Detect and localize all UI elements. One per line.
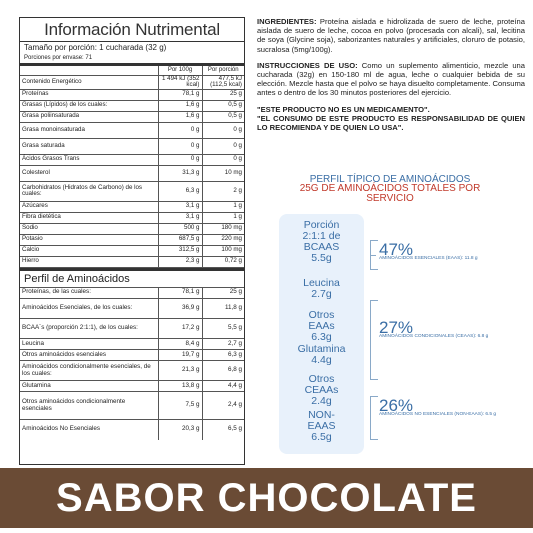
value-per-serving: 0 g (202, 154, 244, 165)
ingredients (257, 17, 525, 54)
amino-row (20, 420, 244, 440)
value-per-serving: 0 g (202, 122, 244, 138)
nutrition-table (20, 66, 244, 268)
amino-row (20, 288, 244, 299)
value-per-100g: 7,5 g (158, 392, 202, 420)
bracket-ceaas (370, 300, 378, 380)
label-ceaas: AMINOÁCIDOS CONDICIONALES (CEAAS): 6.8 g (379, 334, 489, 339)
value-per-100g: 3,1 g (158, 212, 202, 223)
ingredients-label: INGREDIENTES: (257, 17, 317, 26)
nutrient-name: Sodio (20, 223, 158, 234)
col-per-100g: Por 100g (158, 66, 202, 75)
amino-row (20, 350, 244, 361)
amino-name: Otros aminoácidos esenciales (20, 350, 158, 361)
serving-size: Tamaño por porción: 1 cucharada (32 g) (24, 43, 167, 52)
value-per-100g: 1,6 g (158, 111, 202, 122)
label-eaas: AMINOÁCIDOS ESENCIALES (EAAS): 11.8 g (379, 256, 478, 261)
value-per-serving: 0,72 g (202, 256, 244, 267)
nutrient-name: Calcio (20, 245, 158, 256)
nutrient-name: Proteínas (20, 89, 158, 100)
col-per-serving: Por porción (202, 66, 244, 75)
amino-name: Glutamina (20, 381, 158, 392)
nutrient-name: Colesterol (20, 165, 158, 181)
amino-column (279, 214, 364, 454)
column-item-label: Leucina (303, 277, 340, 289)
amino-graphic-subtitle: 25G DE AMINOÁCIDOS TOTALES POR SERVICIO (299, 183, 481, 204)
value-per-100g: 1,6 g (158, 100, 202, 111)
value-per-serving: 10 mg (202, 165, 244, 181)
nutrition-row (20, 181, 244, 201)
column-item-value: 2.7g (311, 288, 332, 300)
column-item-value: 5.5g (311, 252, 332, 264)
value-per-serving: 11,8 g (202, 299, 244, 319)
amino-row (20, 381, 244, 392)
amino-name: Otros aminoácidos condicionalmente esenciales (20, 392, 158, 420)
column-item-other-eaas (279, 310, 364, 343)
amino-profile-heading: Perfil de Aminoácidos (20, 268, 244, 288)
warning-2: "EL CONSUMO DE ESTE PRODUCTO ES RESPONSABILIDAD DE QUIEN LO RECOMIENDA Y DE QUIEN LO USA". (257, 113, 525, 133)
nutrition-row (20, 256, 244, 267)
value-per-100g: 312,5 g (158, 245, 202, 256)
column-item-label: Porción 2:1:1 de BCAAS (302, 219, 341, 253)
bracket-non-eaas (370, 396, 378, 440)
value-per-100g: 19,7 g (158, 350, 202, 361)
value-per-serving: 2,7 g (202, 339, 244, 350)
value-per-100g: 13,8 g (158, 381, 202, 392)
value-per-100g: 36,9 g (158, 299, 202, 319)
column-item-label: Otros CEAAs (304, 373, 339, 396)
instructions-text: Como un suplemento alimenticio, mezcle una cucharada (32g) en 150-180 ml de agua, leche o cualquier bebida de su elección. Mezcle hasta que el polvo se haya disuelto completamente. Consuma antes o dentro de los 30 minutos posteriores del ejercicio. (257, 60, 526, 98)
nutrition-row (20, 165, 244, 181)
pct-ceaas: 27% (379, 318, 414, 337)
value-per-100g: 20,3 g (158, 420, 202, 440)
nutrition-title: Información Nutrimental (20, 18, 244, 42)
ingredients-text: Proteína aislada e hidrolizada de suero de leche, proteína aislada de suero de leche, cocoa en polvo (procesada con alcali), sal, lecitina de soya (Glycine soja), saborizantes naturales y artificiales, cloruro de potasio, sucralosa (5mg/100g). (257, 17, 525, 54)
value-per-serving: 100 mg (202, 245, 244, 256)
nutrient-name: Grasas (Lípidos) de los cuales: (20, 100, 158, 111)
nutrition-row (20, 111, 244, 122)
nutrient-name: Contenido Energético (20, 75, 158, 89)
label-non-eaas: AMINOÁCIDOS NO ESENCIALES (NON-EAAS): 6.5 g (379, 412, 497, 417)
nutrient-name: Grasa monoinsaturada (20, 122, 158, 138)
column-item-other-ceaas (279, 374, 364, 407)
nutrient-name: Fibra dietética (20, 212, 158, 223)
column-item-label: Glutamina (297, 343, 346, 355)
value-per-serving: 6,5 g (202, 420, 244, 440)
column-item-non-eaas (279, 410, 364, 443)
value-per-100g: 500 g (158, 223, 202, 234)
instructions-label: INSTRUCCIONES DE USO: (257, 60, 358, 70)
value-per-100g: 21,3 g (158, 361, 202, 381)
value-per-serving: 220 mg (202, 234, 244, 245)
amino-name: Proteínas, de las cuales: (20, 288, 158, 299)
nutrient-name: Hierro (20, 256, 158, 267)
nutrient-name: Azúcares (20, 201, 158, 212)
product-text (257, 17, 525, 132)
flavor-text: SABOR CHOCOLATE (56, 475, 477, 520)
value-per-100g: 0 g (158, 138, 202, 154)
value-per-100g: 0 g (158, 154, 202, 165)
column-item-glutamine (279, 344, 364, 366)
nutrition-row (20, 223, 244, 234)
amino-name: Aminoácidos Esenciales, de los cuales: (20, 299, 158, 319)
pct-non-eaas: 26% (379, 396, 414, 415)
value-per-100g: 6,3 g (158, 181, 202, 201)
amino-name: Leucina (20, 339, 158, 350)
amino-profile-table (20, 288, 244, 440)
nutrient-name: Grasa poliinsaturada (20, 111, 158, 122)
value-per-serving: 0 g (202, 138, 244, 154)
nutrient-name: Potasio (20, 234, 158, 245)
value-per-serving: 1 g (202, 201, 244, 212)
value-per-100g: 1 494 kJ (352 kcal) (158, 75, 202, 89)
amino-row (20, 319, 244, 339)
column-item-value: 6.3g (311, 331, 332, 343)
column-item-bcaa (279, 220, 364, 264)
value-per-serving: 0,5 g (202, 100, 244, 111)
warning-1: "ESTE PRODUCTO NO ES UN MEDICAMENTO". (257, 104, 430, 114)
servings-per-container: Porciones por envase: 71 (20, 53, 244, 66)
nutrition-row (20, 154, 244, 165)
column-item-value: 2.4g (311, 395, 332, 407)
amino-name: BCAA´s (proporción 2:1:1), de los cuales: (20, 319, 158, 339)
amino-row (20, 339, 244, 350)
column-item-label: Otros EAAs (308, 309, 335, 332)
value-per-serving: 0,5 g (202, 111, 244, 122)
amino-row (20, 299, 244, 319)
value-per-serving: 2 g (202, 181, 244, 201)
value-per-100g: 2,3 g (158, 256, 202, 267)
value-per-100g: 17,2 g (158, 319, 202, 339)
nutrition-row (20, 100, 244, 111)
nutrition-row (20, 89, 244, 100)
amino-row (20, 392, 244, 420)
value-per-100g: 78,1 g (158, 288, 202, 299)
nutrition-row (20, 245, 244, 256)
nutrient-name: Grasa saturada (20, 138, 158, 154)
flavor-banner (0, 468, 533, 528)
column-item-value: 4.4g (311, 354, 332, 366)
value-per-serving: 4,4 g (202, 381, 244, 392)
value-per-100g: 8,4 g (158, 339, 202, 350)
nutrition-row (20, 201, 244, 212)
value-per-serving: 477,5 kJ (112,5 kcal) (202, 75, 244, 89)
nutrition-row (20, 234, 244, 245)
value-per-100g: 31,3 g (158, 165, 202, 181)
amino-name: Aminoácidos No Esenciales (22, 425, 101, 433)
column-item-leucine (279, 278, 364, 300)
instructions (257, 61, 525, 98)
value-per-serving: 2,4 g (202, 392, 244, 420)
nutrition-row (20, 75, 244, 89)
nutrition-facts-panel (19, 17, 245, 465)
nutrition-row (20, 122, 244, 138)
value-per-serving: 1 g (202, 212, 244, 223)
nutrient-name: Ácidos Grasos Trans (20, 154, 158, 165)
value-per-serving: 6,8 g (202, 361, 244, 381)
nutrition-row (20, 212, 244, 223)
nutrient-name: Carbohidratos (Hidratos de Carbono) de los cuales: (20, 181, 158, 201)
value-per-100g: 0 g (158, 122, 202, 138)
amino-graphic-title: PERFIL TÍPICO DE AMINOÁCIDOS (309, 174, 471, 185)
pct-eaas: 47% (379, 240, 414, 259)
value-per-serving: 6,3 g (202, 350, 244, 361)
nutrition-row (20, 138, 244, 154)
column-item-value: 6.5g (311, 431, 332, 443)
value-per-100g: 78,1 g (158, 89, 202, 100)
connector-eaas (371, 255, 376, 256)
value-per-serving: 25 g (202, 89, 244, 100)
value-per-100g: 3,1 g (158, 201, 202, 212)
value-per-100g: 687,5 g (158, 234, 202, 245)
value-per-serving: 5,5 g (202, 319, 244, 339)
value-per-serving: 25 g (202, 288, 244, 299)
amino-row (20, 361, 244, 381)
amino-name: Aminoácidos condicionalmente esenciales, de los cuales: (20, 361, 158, 381)
table-header-row (20, 66, 244, 75)
column-item-label: NON-EAAS (307, 409, 336, 432)
value-per-serving: 180 mg (202, 223, 244, 234)
